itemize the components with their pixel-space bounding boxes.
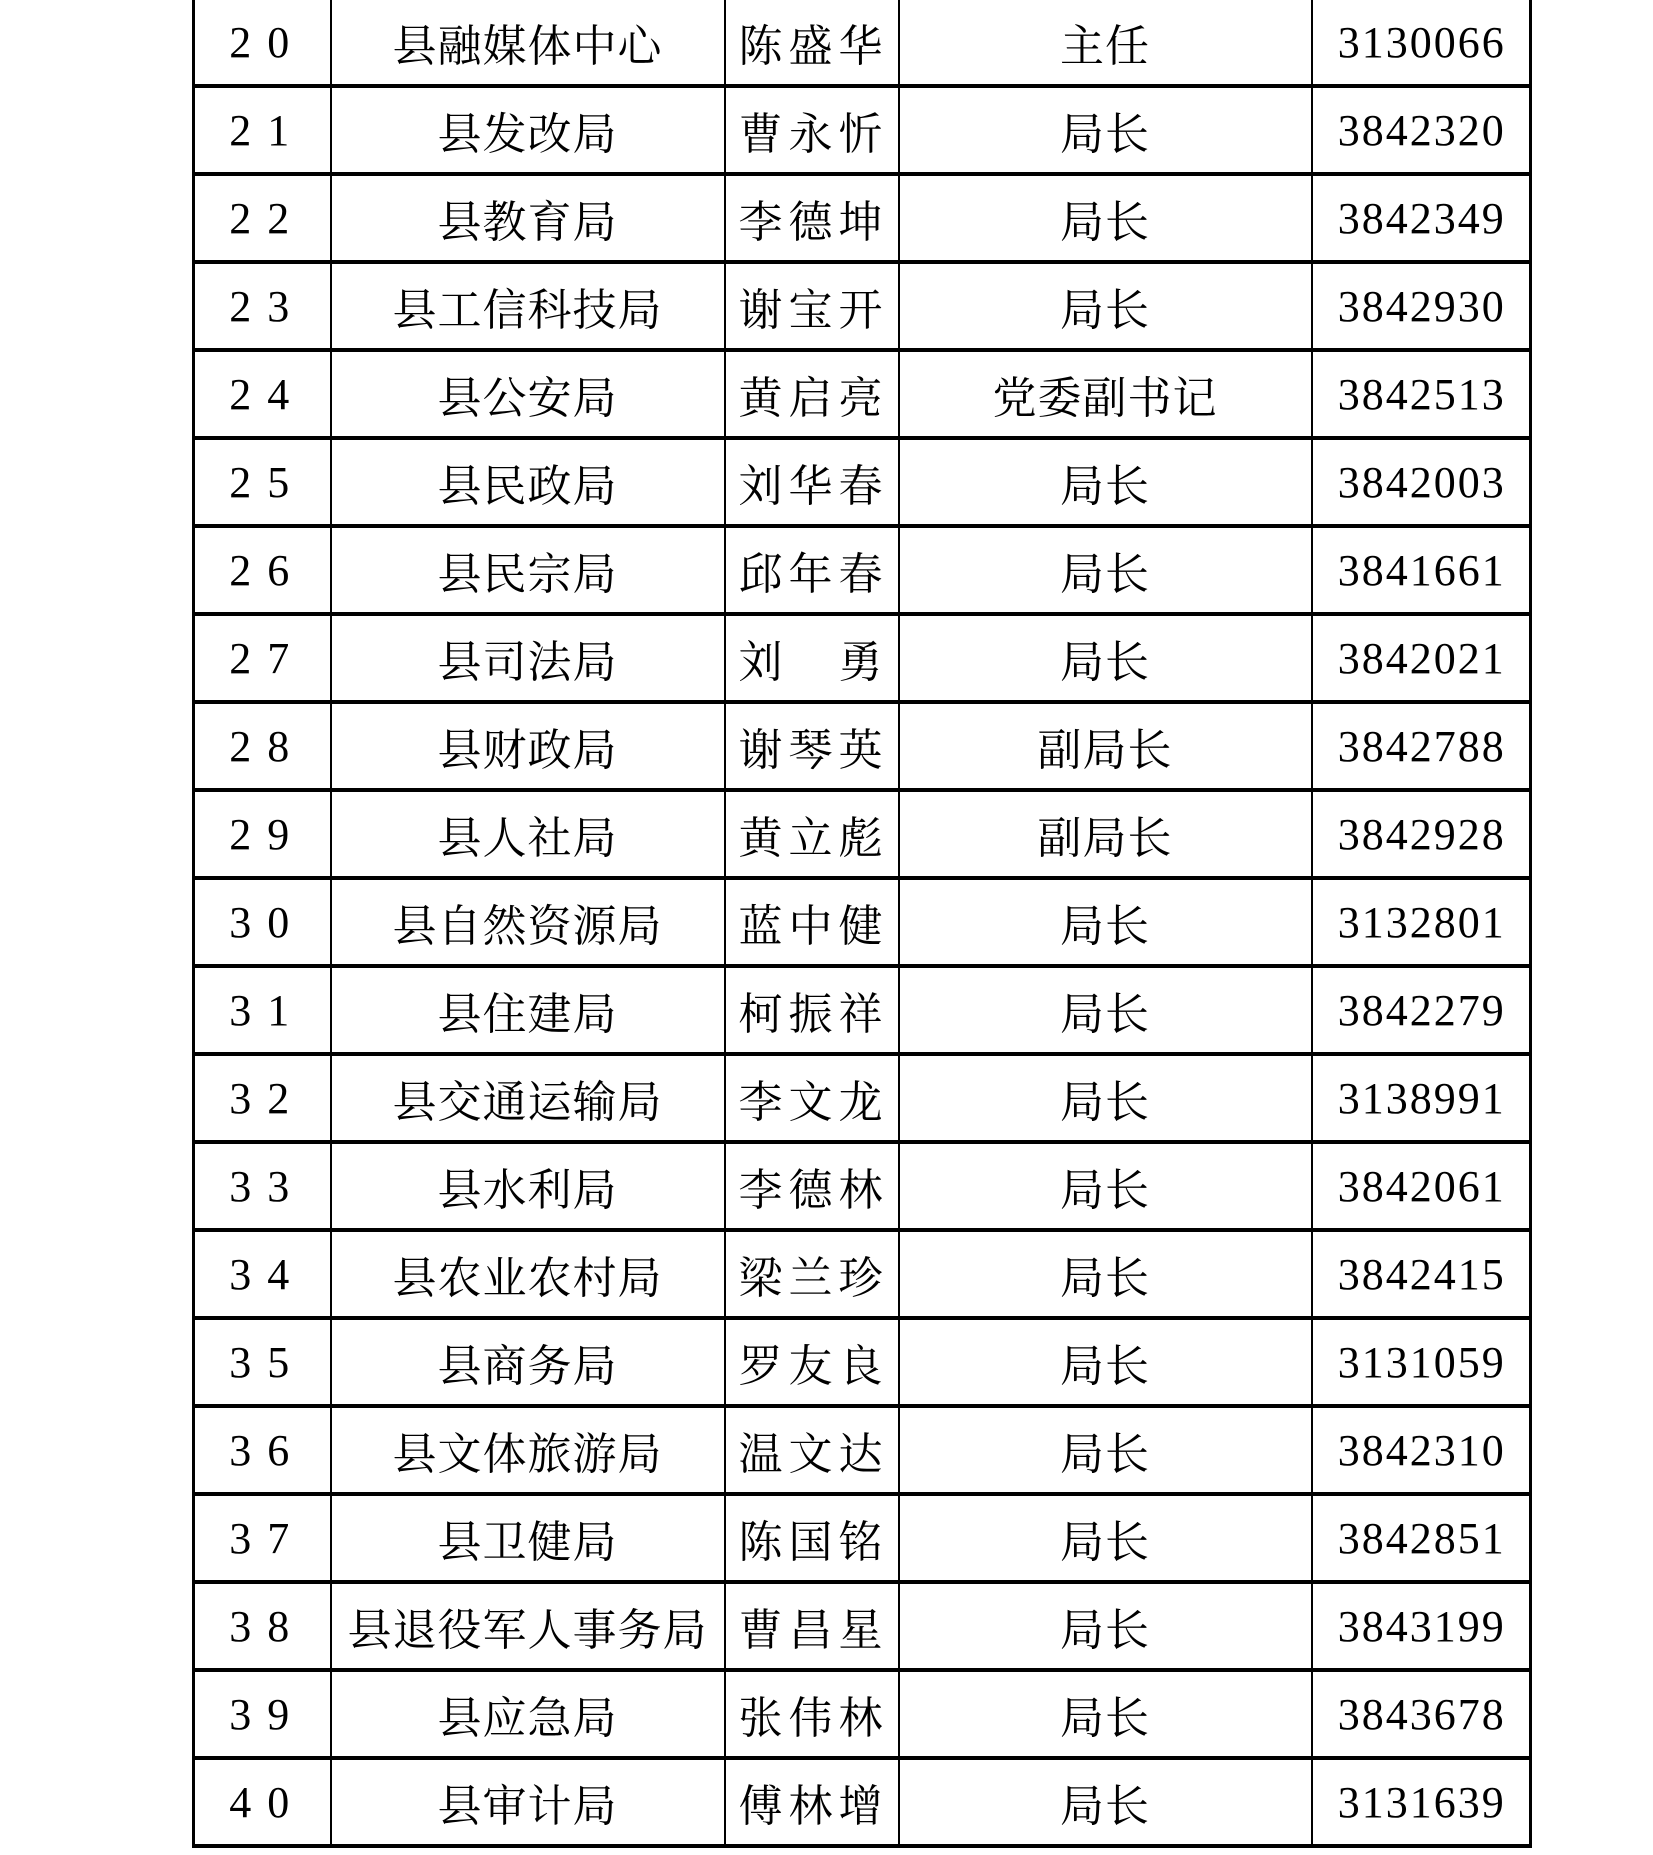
position-cell: 副局长 — [899, 790, 1312, 878]
person-name-cell: 温文达 — [725, 1406, 899, 1494]
serial-number-cell: 32 — [194, 1054, 331, 1142]
department-cell: 县发改局 — [331, 86, 725, 174]
table-row — [194, 702, 1531, 790]
department-cell: 县卫健局 — [331, 1494, 725, 1582]
serial-number-cell: 30 — [194, 878, 331, 966]
position-cell: 局长 — [899, 966, 1312, 1054]
department-cell: 县文体旅游局 — [331, 1406, 725, 1494]
department-cell: 县自然资源局 — [331, 878, 725, 966]
person-name-cell: 曹永忻 — [725, 86, 899, 174]
table-row — [194, 0, 1531, 86]
position-cell: 局长 — [899, 1582, 1312, 1670]
table-row — [194, 1142, 1531, 1230]
phone-number-cell: 3842061 — [1312, 1142, 1531, 1230]
department-cell: 县人社局 — [331, 790, 725, 878]
person-name-cell: 李文龙 — [725, 1054, 899, 1142]
person-name-cell: 张伟林 — [725, 1670, 899, 1758]
department-cell: 县应急局 — [331, 1670, 725, 1758]
serial-number-cell: 28 — [194, 702, 331, 790]
department-cell: 县水利局 — [331, 1142, 725, 1230]
phone-number-cell: 3842415 — [1312, 1230, 1531, 1318]
phone-number-cell: 3842930 — [1312, 262, 1531, 350]
position-cell: 主任 — [899, 0, 1312, 86]
table-row — [194, 1054, 1531, 1142]
serial-number-cell: 23 — [194, 262, 331, 350]
department-cell: 县退役军人事务局 — [331, 1582, 725, 1670]
table-row — [194, 790, 1531, 878]
table-row — [194, 262, 1531, 350]
phone-number-cell: 3842003 — [1312, 438, 1531, 526]
phone-number-cell: 3843678 — [1312, 1670, 1531, 1758]
person-name-cell: 刘华春 — [725, 438, 899, 526]
position-cell: 局长 — [899, 438, 1312, 526]
position-cell: 局长 — [899, 86, 1312, 174]
serial-number-cell: 22 — [194, 174, 331, 262]
serial-number-cell: 37 — [194, 1494, 331, 1582]
department-cell: 县审计局 — [331, 1758, 725, 1846]
department-cell: 县农业农村局 — [331, 1230, 725, 1318]
position-cell: 局长 — [899, 1494, 1312, 1582]
person-name-cell: 黄启亮 — [725, 350, 899, 438]
phone-number-cell: 3841661 — [1312, 526, 1531, 614]
serial-number-cell: 20 — [194, 0, 331, 86]
person-name-cell: 邱年春 — [725, 526, 899, 614]
serial-number-cell: 26 — [194, 526, 331, 614]
position-cell: 局长 — [899, 614, 1312, 702]
person-name-cell: 梁兰珍 — [725, 1230, 899, 1318]
department-cell: 县财政局 — [331, 702, 725, 790]
department-cell: 县民宗局 — [331, 526, 725, 614]
serial-number-cell: 34 — [194, 1230, 331, 1318]
table-row — [194, 174, 1531, 262]
serial-number-cell: 40 — [194, 1758, 331, 1846]
department-cell: 县民政局 — [331, 438, 725, 526]
position-cell: 局长 — [899, 174, 1312, 262]
phone-number-cell: 3843199 — [1312, 1582, 1531, 1670]
department-cell: 县交通运输局 — [331, 1054, 725, 1142]
serial-number-cell: 24 — [194, 350, 331, 438]
position-cell: 局长 — [899, 1054, 1312, 1142]
department-cell: 县商务局 — [331, 1318, 725, 1406]
position-cell: 局长 — [899, 1142, 1312, 1230]
phone-number-cell: 3138991 — [1312, 1054, 1531, 1142]
person-name-cell: 刘 勇 — [725, 614, 899, 702]
phone-number-cell: 3842513 — [1312, 350, 1531, 438]
position-cell: 局长 — [899, 1230, 1312, 1318]
position-cell: 局长 — [899, 878, 1312, 966]
position-cell: 局长 — [899, 262, 1312, 350]
phone-number-cell: 3132801 — [1312, 878, 1531, 966]
phone-number-cell: 3842928 — [1312, 790, 1531, 878]
department-cell: 县住建局 — [331, 966, 725, 1054]
serial-number-cell: 31 — [194, 966, 331, 1054]
table-row — [194, 966, 1531, 1054]
table-row — [194, 86, 1531, 174]
person-name-cell: 曹昌星 — [725, 1582, 899, 1670]
person-name-cell: 谢宝开 — [725, 262, 899, 350]
phone-number-cell: 3131639 — [1312, 1758, 1531, 1846]
position-cell: 局长 — [899, 1318, 1312, 1406]
phone-number-cell: 3842788 — [1312, 702, 1531, 790]
department-cell: 县教育局 — [331, 174, 725, 262]
position-cell: 局长 — [899, 1406, 1312, 1494]
table-row — [194, 1758, 1531, 1846]
serial-number-cell: 21 — [194, 86, 331, 174]
person-name-cell: 陈国铭 — [725, 1494, 899, 1582]
serial-number-cell: 39 — [194, 1670, 331, 1758]
table-row — [194, 1318, 1531, 1406]
table-row — [194, 878, 1531, 966]
table-row — [194, 1582, 1531, 1670]
table-row — [194, 526, 1531, 614]
person-name-cell: 罗友良 — [725, 1318, 899, 1406]
table-row — [194, 614, 1531, 702]
table-row — [194, 438, 1531, 526]
phone-number-cell: 3131059 — [1312, 1318, 1531, 1406]
serial-number-cell: 27 — [194, 614, 331, 702]
table-row — [194, 1494, 1531, 1582]
position-cell: 局长 — [899, 1758, 1312, 1846]
serial-number-cell: 35 — [194, 1318, 331, 1406]
serial-number-cell: 25 — [194, 438, 331, 526]
phone-number-cell: 3842851 — [1312, 1494, 1531, 1582]
phone-number-cell: 3842310 — [1312, 1406, 1531, 1494]
department-cell: 县工信科技局 — [331, 262, 725, 350]
person-name-cell: 柯振祥 — [725, 966, 899, 1054]
position-cell: 副局长 — [899, 702, 1312, 790]
phone-number-cell: 3842320 — [1312, 86, 1531, 174]
department-cell: 县融媒体中心 — [331, 0, 725, 86]
phone-number-cell: 3842349 — [1312, 174, 1531, 262]
position-cell: 局长 — [899, 1670, 1312, 1758]
person-name-cell: 陈盛华 — [725, 0, 899, 86]
phone-number-cell: 3842279 — [1312, 966, 1531, 1054]
person-name-cell: 李德坤 — [725, 174, 899, 262]
person-name-cell: 黄立彪 — [725, 790, 899, 878]
phone-number-cell: 3130066 — [1312, 0, 1531, 86]
table-row — [194, 1670, 1531, 1758]
serial-number-cell: 33 — [194, 1142, 331, 1230]
serial-number-cell: 29 — [194, 790, 331, 878]
serial-number-cell: 38 — [194, 1582, 331, 1670]
person-name-cell: 李德林 — [725, 1142, 899, 1230]
person-name-cell: 谢琴英 — [725, 702, 899, 790]
table-row — [194, 1406, 1531, 1494]
contact-table — [192, 0, 1532, 1848]
serial-number-cell: 36 — [194, 1406, 331, 1494]
position-cell: 局长 — [899, 526, 1312, 614]
department-cell: 县公安局 — [331, 350, 725, 438]
table-row — [194, 1230, 1531, 1318]
phone-number-cell: 3842021 — [1312, 614, 1531, 702]
position-cell: 党委副书记 — [899, 350, 1312, 438]
person-name-cell: 蓝中健 — [725, 878, 899, 966]
person-name-cell: 傅林增 — [725, 1758, 899, 1846]
department-cell: 县司法局 — [331, 614, 725, 702]
table-row — [194, 350, 1531, 438]
